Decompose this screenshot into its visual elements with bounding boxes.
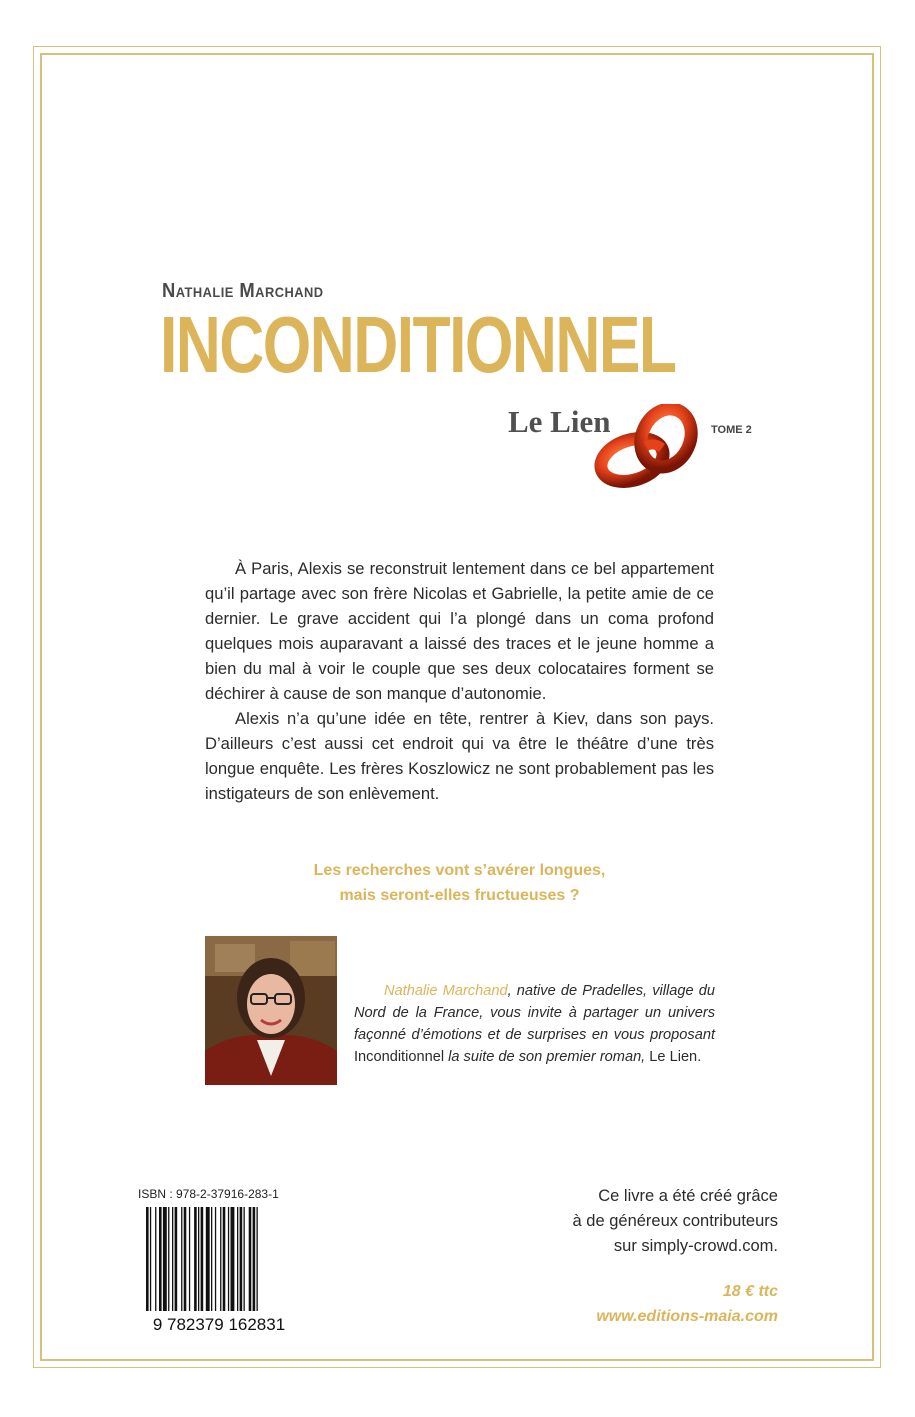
book-subtitle: Le Lien	[508, 404, 611, 439]
barcode-bar	[201, 1207, 204, 1311]
barcode-bar	[253, 1207, 256, 1311]
barcode-bar	[172, 1207, 173, 1311]
bio-text: , native de Pradelles, village du Nord de la France, vous invite à partager un univers façonné d’émotions et de surprises en vous proposant	[354, 983, 715, 1043]
bio-author-name: Nathalie Marchand	[384, 983, 508, 999]
barcode-bar	[175, 1207, 178, 1311]
barcode-bar	[198, 1207, 199, 1311]
credits-line: à de généreux contributeurs	[572, 1212, 778, 1230]
barcode-bar	[159, 1207, 162, 1311]
barcode-bar	[181, 1207, 182, 1311]
tagline-line: mais seront-elles fructueuses ?	[339, 887, 580, 904]
barcode-bar	[220, 1207, 221, 1311]
barcode-bars	[146, 1207, 258, 1311]
barcode-digits: 9 782379 162831	[152, 1315, 286, 1334]
barcode-bar	[150, 1207, 151, 1311]
barcode-bar	[215, 1207, 216, 1311]
tagline	[205, 858, 714, 908]
barcode-bar	[244, 1207, 245, 1311]
bio-text: la suite de son premier roman,	[444, 1049, 650, 1065]
author-bio	[354, 980, 715, 1068]
author-photo	[205, 936, 337, 1085]
crowdfunding-credits	[500, 1184, 778, 1259]
barcode-bar	[184, 1207, 187, 1311]
bio-text: .	[697, 1049, 702, 1065]
barcode	[134, 1205, 304, 1335]
barcode-bar	[249, 1207, 252, 1311]
barcode-bar	[206, 1207, 210, 1311]
synopsis-paragraph: Alexis n’a qu’une idée en tête, rentrer à Kiev, dans son pays. D’ailleurs c’est aussi cet endroit qui va être le théâtre d’une très longue enquête. Les frères Koszlowicz ne sont probablement pas les instigateurs de son enlèvement.	[205, 709, 714, 803]
credits-line: sur simply-crowd.com.	[613, 1237, 778, 1255]
bio-book-title: Inconditionnel	[354, 1049, 445, 1065]
barcode-bar	[257, 1207, 258, 1311]
barcode-bar	[211, 1207, 212, 1311]
barcode-bar	[237, 1207, 238, 1311]
barcode-bar	[163, 1207, 167, 1311]
barcode-bar	[231, 1207, 235, 1311]
barcode-bar	[228, 1207, 229, 1311]
volume-label: TOME 2	[711, 424, 752, 436]
price: 18 € ttc	[722, 1283, 778, 1300]
barcode-bar	[168, 1207, 169, 1311]
book-title: INCONDITIONNEL	[160, 300, 676, 389]
interlocked-rings-icon	[594, 404, 706, 488]
barcode-bar	[194, 1207, 197, 1311]
synopsis	[205, 556, 714, 806]
credits-line: Ce livre a été créé grâce	[598, 1187, 778, 1205]
barcode-bar	[240, 1207, 243, 1311]
tagline-line: Les recherches vont s’avérer longues,	[313, 862, 606, 879]
barcode-bar	[189, 1207, 190, 1311]
barcode-bar	[146, 1207, 149, 1311]
bio-book-title: Le Lien	[649, 1049, 698, 1065]
barcode-bar	[155, 1207, 156, 1311]
synopsis-paragraph: À Paris, Alexis se reconstruit lentement dans ce bel appartement qu’il partage avec son frère Nicolas et Gabrielle, la petite amie de ce dernier. Le grave accident qui l’a plongé dans un coma profond quelques mois auparavant a laissé des traces et le jeune homme a bien du mal à voir le couple que ses deux colocataires forment se déchirer à cause de son manque d’autonomie.	[205, 559, 714, 703]
author-name: Nathalie Marchand	[162, 280, 324, 302]
isbn-label: ISBN : 978-2-37916-283-1	[138, 1187, 279, 1201]
barcode-bar	[223, 1207, 226, 1311]
publisher-website: www.editions-maia.com	[596, 1308, 778, 1325]
